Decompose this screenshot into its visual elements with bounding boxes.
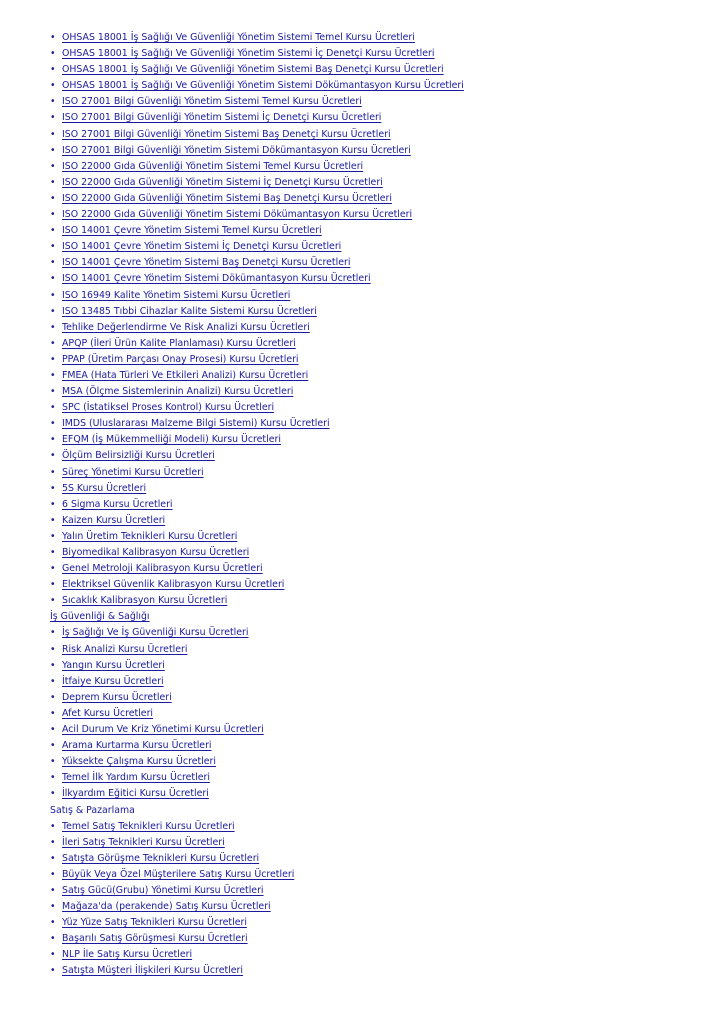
list-item: [0, 110, 728, 126]
bullet-icon: •: [50, 707, 56, 719]
section-heading-text[interactable]: İş Güvenliği & Sağlığı: [50, 611, 150, 623]
list-item: [0, 30, 728, 46]
course-link[interactable]: APQP (İleri Ürün Kalite Planlaması) Kursu Ücretleri: [62, 337, 296, 349]
list-item: [0, 465, 728, 481]
list-item: [0, 738, 728, 754]
list-item: [0, 336, 728, 352]
bullet-icon: •: [50, 337, 56, 349]
bullet-icon: •: [50, 949, 56, 961]
list-item: [0, 674, 728, 690]
bullet-icon: •: [50, 514, 56, 526]
list-item: [0, 271, 728, 287]
course-link[interactable]: ISO 27001 Bilgi Güvenliği Yönetim Sistemi Baş Denetçi Kursu Ücretleri: [62, 128, 391, 140]
bullet-icon: •: [50, 273, 56, 285]
bullet-icon: •: [50, 257, 56, 269]
list-item: [0, 481, 728, 497]
list-item: [0, 320, 728, 336]
course-link[interactable]: Satış Gücü(Grubu) Yönetimi Kursu Ücretleri: [62, 884, 264, 896]
list-item: [0, 46, 728, 62]
course-link[interactable]: Yalın Üretim Teknikleri Kursu Ücretleri: [62, 530, 238, 542]
list-item: [0, 851, 728, 867]
bullet-icon: •: [50, 48, 56, 60]
bullet-icon: •: [50, 128, 56, 140]
bullet-icon: •: [50, 225, 56, 237]
list-item: [0, 416, 728, 432]
bullet-icon: •: [50, 852, 56, 864]
list-item: [0, 127, 728, 143]
bullet-icon: •: [50, 820, 56, 832]
list-item: [0, 400, 728, 416]
bullet-icon: •: [50, 965, 56, 977]
list-item: [0, 706, 728, 722]
bullet-icon: •: [50, 64, 56, 76]
course-link[interactable]: SPC (İstatiksel Proses Kontrol) Kursu Ücretleri: [62, 402, 275, 414]
bullet-icon: •: [50, 901, 56, 913]
list-item: [0, 658, 728, 674]
course-link[interactable]: Büyük Veya Özel Müşterilere Satış Kursu Ücretleri: [62, 868, 295, 880]
course-link[interactable]: ISO 22000 Gıda Güvenliği Yönetim Sistemi Temel Kursu Ücretleri: [62, 160, 364, 172]
document-page: [0, 30, 728, 980]
course-link[interactable]: Risk Analizi Kursu Ücretleri: [62, 643, 188, 655]
bullet-icon: •: [50, 386, 56, 398]
course-link[interactable]: Satışta Görüşme Teknikleri Kursu Ücretleri: [62, 852, 260, 864]
bullet-icon: •: [50, 933, 56, 945]
course-link[interactable]: Biyomedikal Kalibrasyon Kursu Ücretleri: [62, 547, 250, 558]
bullet-icon: •: [50, 917, 56, 929]
course-link[interactable]: Temel İlk Yardım Kursu Ücretleri: [62, 772, 210, 784]
bullet-icon: •: [50, 176, 56, 188]
list-item: [0, 497, 728, 513]
course-link[interactable]: Kaizen Kursu Ücretleri: [62, 514, 166, 526]
course-link[interactable]: PPAP (Üretim Parçası Onay Prosesi) Kursu Ücretleri: [62, 353, 299, 365]
list-item: [0, 94, 728, 110]
bullet-icon: •: [50, 627, 56, 639]
list-item: [0, 223, 728, 239]
bullet-icon: •: [50, 530, 56, 542]
course-link[interactable]: 6 Sigma Kursu Ücretleri: [62, 498, 173, 510]
course-link[interactable]: Acil Durum Ve Kriz Yönetimi Kursu Ücretleri: [62, 724, 264, 736]
course-link[interactable]: ISO 16949 Kalite Yönetim Sistemi Kursu Ücretleri: [62, 289, 291, 301]
list-item: [0, 754, 728, 770]
bullet-icon: •: [50, 144, 56, 156]
course-link[interactable]: Süreç Yönetimi Kursu Ücretleri: [62, 466, 204, 478]
course-link[interactable]: ISO 14001 Çevre Yönetim Sistemi Baş Denetçi Kursu Ücretleri: [62, 257, 351, 269]
course-link[interactable]: ISO 14001 Çevre Yönetim Sistemi Dökümantasyon Kursu Ücretleri: [62, 273, 371, 285]
list-item: [0, 867, 728, 883]
course-link[interactable]: Başarılı Satış Görüşmesi Kursu Ücretleri: [62, 933, 248, 945]
bullet-icon: •: [50, 482, 56, 494]
course-link[interactable]: Yüksekte Çalışma Kursu Ücretleri: [62, 756, 216, 768]
course-link[interactable]: Yüz Yüze Satış Teknikleri Kursu Ücretleri: [62, 917, 247, 929]
course-link[interactable]: Mağaza'da (perakende) Satış Kursu Ücretleri: [62, 901, 271, 913]
course-link[interactable]: Ölçüm Belirsizliği Kursu Ücretleri: [62, 450, 215, 462]
list-item: [0, 963, 728, 979]
list-item: [0, 947, 728, 963]
list-item: [0, 642, 728, 658]
list-item: [0, 78, 728, 94]
list-item: [0, 593, 728, 609]
bullet-icon: •: [50, 418, 56, 430]
list-item: [0, 915, 728, 931]
bullet-icon: •: [50, 402, 56, 414]
bullet-icon: •: [50, 498, 56, 510]
course-link[interactable]: ISO 13485 Tıbbi Cihazlar Kalite Sistemi Kursu Ücretleri: [62, 305, 317, 317]
course-link[interactable]: Elektriksel Güvenlik Kalibrasyon Kursu Ücretleri: [62, 579, 285, 591]
course-link[interactable]: ISO 27001 Bilgi Güvenliği Yönetim Sistemi İç Denetçi Kursu Ücretleri: [62, 112, 382, 124]
course-link[interactable]: MSA (Ölçme Sistemlerinin Analizi) Kursu Ücretleri: [62, 386, 294, 398]
course-link[interactable]: EFQM (İş Mükemmelliği Modeli) Kursu Ücretleri: [62, 434, 281, 446]
course-link[interactable]: OHSAS 18001 İş Sağlığı Ve Güvenliği Yönetim Sistemi Dökümantasyon Kursu Ücretleri: [62, 80, 464, 92]
bullet-icon: •: [50, 305, 56, 317]
bullet-icon: •: [50, 788, 56, 800]
course-link[interactable]: Afet Kursu Ücretleri: [62, 707, 154, 719]
course-link[interactable]: Sıcaklık Kalibrasyon Kursu Ücretleri: [62, 595, 228, 607]
list-item: [0, 899, 728, 915]
bullet-icon: •: [50, 659, 56, 671]
list-item: [0, 432, 728, 448]
list-item: [0, 239, 728, 255]
course-link[interactable]: FMEA (Hata Türleri Ve Etkileri Analizi) Kursu Ücretleri: [62, 369, 309, 381]
list-item: [0, 722, 728, 738]
bullet-icon: •: [50, 756, 56, 768]
list-item: [0, 786, 728, 802]
list-item: [0, 255, 728, 271]
bullet-icon: •: [50, 547, 56, 558]
list-item: [0, 513, 728, 529]
bullet-icon: •: [50, 675, 56, 687]
list-item: [0, 304, 728, 320]
course-link[interactable]: Genel Metroloji Kalibrasyon Kursu Ücretleri: [62, 563, 263, 575]
bullet-icon: •: [50, 724, 56, 736]
bullet-icon: •: [50, 691, 56, 703]
bullet-icon: •: [50, 112, 56, 124]
course-link[interactable]: ISO 27001 Bilgi Güvenliği Yönetim Sistemi Dökümantasyon Kursu Ücretleri: [62, 144, 411, 156]
course-link[interactable]: İtfaiye Kursu Ücretleri: [62, 675, 164, 687]
list-item: [0, 561, 728, 577]
course-link[interactable]: ISO 14001 Çevre Yönetim Sistemi İç Denetçi Kursu Ücretleri: [62, 241, 342, 253]
list-item: [0, 159, 728, 175]
bullet-icon: •: [50, 450, 56, 462]
course-link[interactable]: NLP İle Satış Kursu Ücretleri: [62, 949, 193, 961]
bullet-icon: •: [50, 369, 56, 381]
course-link[interactable]: ISO 22000 Gıda Güvenliği Yönetim Sistemi İç Denetçi Kursu Ücretleri: [62, 176, 383, 188]
course-link[interactable]: Arama Kurtarma Kursu Ücretleri: [62, 740, 212, 752]
list-item: [0, 384, 728, 400]
bullet-icon: •: [50, 643, 56, 655]
course-link[interactable]: IMDS (Uluslararası Malzeme Bilgi Sistemi) Kursu Ücretleri: [62, 418, 330, 430]
course-link[interactable]: ISO 22000 Gıda Güvenliği Yönetim Sistemi Dökümantasyon Kursu Ücretleri: [62, 209, 413, 221]
course-link[interactable]: ISO 14001 Çevre Yönetim Sistemi Temel Kursu Ücretleri: [62, 225, 322, 237]
course-link[interactable]: İş Sağlığı Ve İş Güvenliği Kursu Ücretleri: [62, 627, 249, 639]
bullet-icon: •: [50, 884, 56, 896]
bullet-icon: •: [50, 740, 56, 752]
list-item: [0, 191, 728, 207]
list-item: [0, 368, 728, 384]
list-item: [0, 577, 728, 593]
course-link[interactable]: OHSAS 18001 İş Sağlığı Ve Güvenliği Yönetim Sistemi Baş Denetçi Kursu Ücretleri: [62, 64, 444, 76]
course-link[interactable]: İlkyardım Eğitici Kursu Ücretleri: [62, 788, 209, 800]
bullet-icon: •: [50, 32, 56, 43]
list-item: [0, 883, 728, 899]
list-item: [0, 62, 728, 78]
course-link[interactable]: OHSAS 18001 İş Sağlığı Ve Güvenliği Yönetim Sistemi İç Denetçi Kursu Ücretleri: [62, 48, 435, 60]
list-item: [0, 690, 728, 706]
bullet-icon: •: [50, 241, 56, 253]
bullet-icon: •: [50, 563, 56, 575]
section-heading: [0, 803, 728, 819]
bullet-icon: •: [50, 160, 56, 172]
bullet-icon: •: [50, 192, 56, 204]
bullet-icon: •: [50, 209, 56, 221]
course-link[interactable]: Temel Satış Teknikleri Kursu Ücretleri: [62, 820, 235, 832]
course-link[interactable]: Yangın Kursu Ücretleri: [62, 659, 165, 671]
bullet-icon: •: [50, 579, 56, 591]
list-item: [0, 448, 728, 464]
list-item: [0, 352, 728, 368]
course-link[interactable]: Tehlike Değerlendirme Ve Risk Analizi Kursu Ücretleri: [62, 321, 310, 333]
bullet-icon: •: [50, 836, 56, 848]
course-link[interactable]: Satışta Müşteri İlişkileri Kursu Ücretleri: [62, 965, 243, 977]
course-link[interactable]: İleri Satış Teknikleri Kursu Ücretleri: [62, 836, 225, 848]
bullet-icon: •: [50, 434, 56, 446]
list-item: [0, 288, 728, 304]
bullet-icon: •: [50, 868, 56, 880]
section-heading: [0, 609, 728, 625]
list-item: [0, 143, 728, 159]
course-link[interactable]: ISO 27001 Bilgi Güvenliği Yönetim Sistemi Temel Kursu Ücretleri: [62, 96, 362, 108]
list-item: [0, 931, 728, 947]
course-link[interactable]: ISO 22000 Gıda Güvenliği Yönetim Sistemi Baş Denetçi Kursu Ücretleri: [62, 192, 392, 204]
course-link[interactable]: Deprem Kursu Ücretleri: [62, 691, 172, 703]
list-item: [0, 175, 728, 191]
list-item: [0, 207, 728, 223]
bullet-icon: •: [50, 321, 56, 333]
bullet-icon: •: [50, 595, 56, 607]
course-link[interactable]: 5S Kursu Ücretleri: [62, 482, 147, 494]
bullet-icon: •: [50, 96, 56, 108]
bullet-icon: •: [50, 353, 56, 365]
bullet-icon: •: [50, 289, 56, 301]
list-item: [0, 770, 728, 786]
bullet-icon: •: [50, 80, 56, 92]
course-link[interactable]: OHSAS 18001 İş Sağlığı Ve Güvenliği Yönetim Sistemi Temel Kursu Ücretleri: [62, 32, 415, 43]
section-heading-text: Satış & Pazarlama: [50, 804, 135, 816]
list-item: [0, 529, 728, 545]
bullet-icon: •: [50, 772, 56, 784]
list-item: [0, 835, 728, 851]
list-item: [0, 819, 728, 835]
bullet-icon: •: [50, 466, 56, 478]
list-item: [0, 545, 728, 561]
list-item: [0, 625, 728, 641]
